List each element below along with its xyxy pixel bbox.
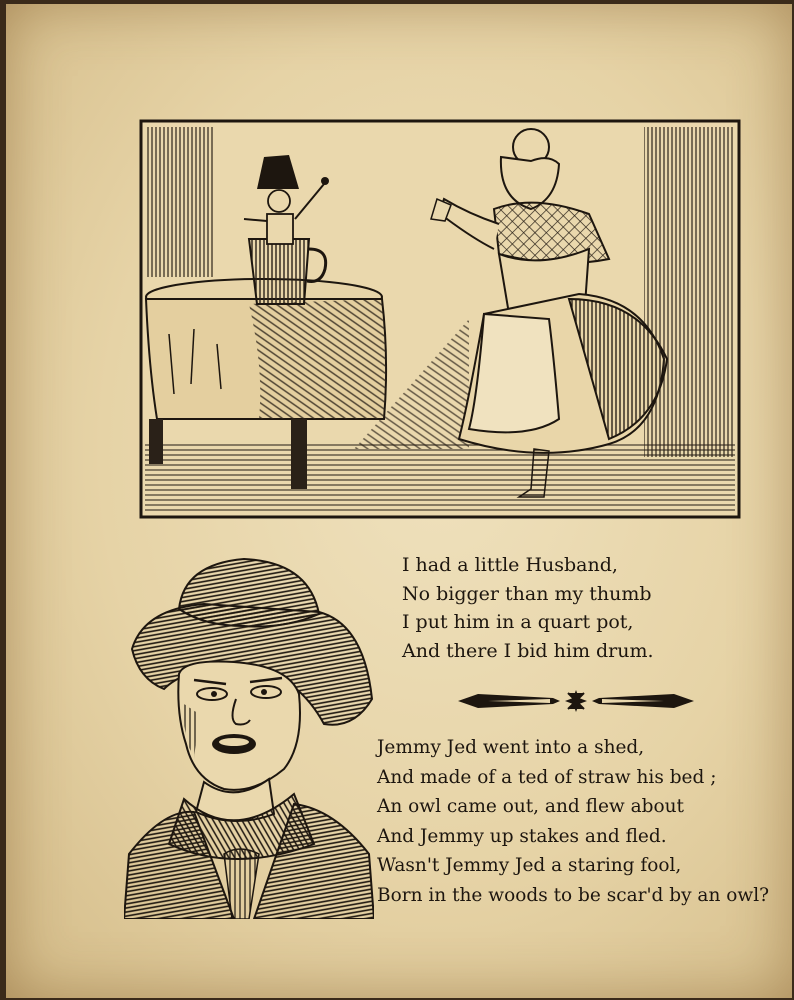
verse-line: And made of a ted of straw his bed ; bbox=[377, 766, 717, 788]
verse-line: And Jemmy up stakes and fled. bbox=[377, 825, 667, 847]
verse-line: Jemmy Jed went into a shed, bbox=[377, 737, 645, 758]
verse-line: And there I bid him drum. bbox=[402, 639, 654, 662]
verse-line: I had a little Husband, bbox=[402, 554, 618, 576]
verse-jemmy-jed bbox=[377, 733, 769, 910]
verse-line: Wasn't Jemmy Jed a staring fool, bbox=[377, 855, 682, 876]
husband-woodcut-illustration bbox=[139, 119, 741, 519]
verse-line: I put him in a quart pot, bbox=[402, 611, 634, 633]
jemmy-jed-portrait-illustration bbox=[124, 554, 374, 919]
verse-line: Born in the woods to be scar'd by an owl? bbox=[377, 884, 770, 906]
verse-line: No bigger than my thumb bbox=[402, 582, 652, 605]
book-page bbox=[6, 4, 792, 998]
ornament-divider-icon bbox=[458, 688, 694, 714]
verse-line: An owl came out, and flew about bbox=[377, 796, 684, 817]
verse-little-husband bbox=[402, 551, 654, 665]
